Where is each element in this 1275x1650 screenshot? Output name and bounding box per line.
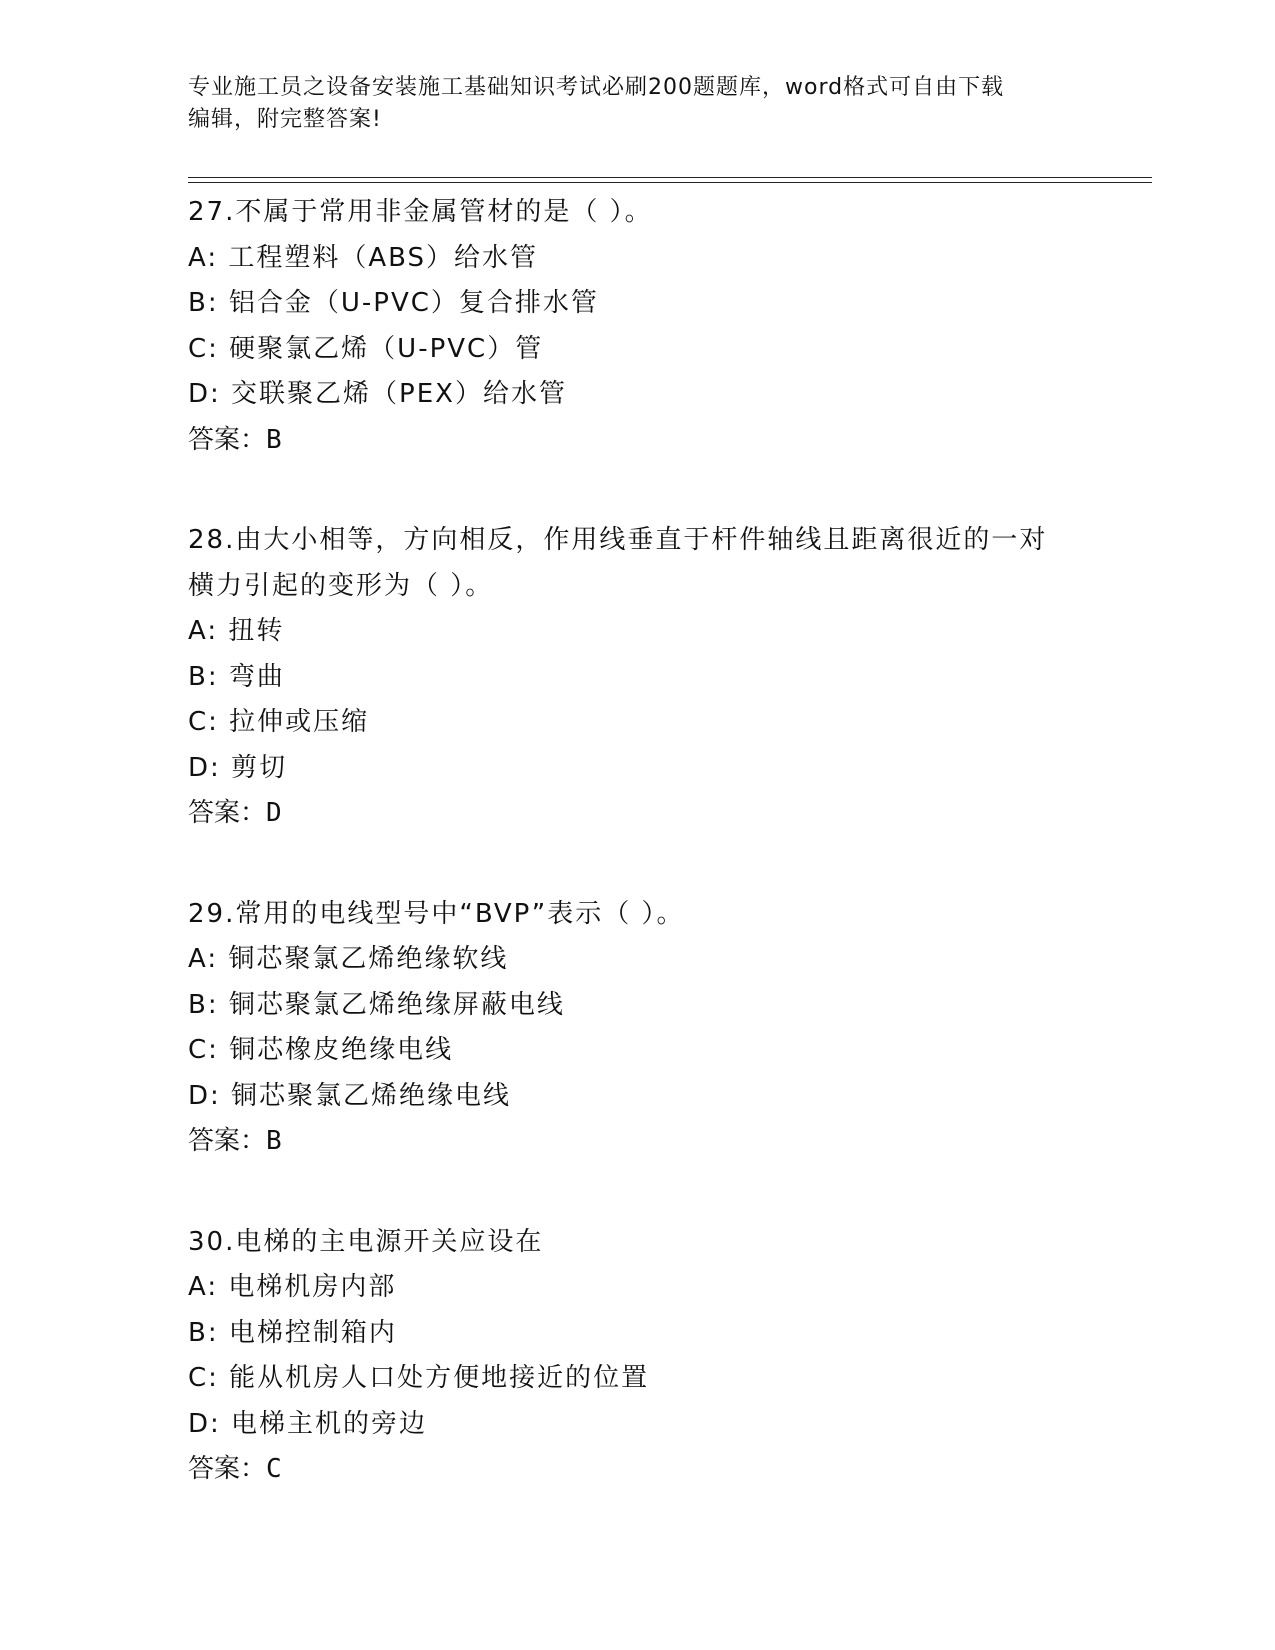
question-27	[188, 190, 1088, 463]
option-c: C: 能从机房人口处方便地接近的位置	[188, 1363, 650, 1393]
answer-line	[188, 1119, 1088, 1165]
option-b: B: 铜芯聚氯乙烯绝缘屏蔽电线	[188, 989, 565, 1020]
answer-label: 答案：	[188, 1454, 267, 1484]
question-list	[188, 190, 1088, 1548]
answer-line	[188, 1447, 1088, 1493]
question-28	[188, 518, 1088, 837]
answer-label: 答案：	[188, 424, 267, 455]
question-stem: 30.电梯的主电源开关应设在	[188, 1226, 544, 1257]
question-29	[188, 892, 1088, 1165]
option-b: B: 铝合金（U-PVC）复合排水管	[188, 288, 599, 318]
header-line-1: 专业施工员之设备安装施工基础知识考试必刷200题题库，word格式可自由下载	[188, 75, 1005, 100]
option-c: C: 拉伸或压缩	[188, 707, 370, 737]
option-a: A: 电梯机房内部	[188, 1272, 397, 1302]
answer-label: 答案：	[188, 1126, 267, 1156]
answer-value: B	[266, 1126, 282, 1156]
answer-line	[188, 791, 1088, 837]
question-stem: 29.常用的电线型号中“BVP”表示（ ）。	[188, 898, 685, 929]
answer-label: 答案：	[188, 798, 267, 828]
header-rule-top	[188, 177, 1152, 178]
option-b: B: 弯曲	[188, 661, 285, 692]
option-a: A: 工程塑料（ABS）给水管	[188, 242, 539, 273]
option-b: B: 电梯控制箱内	[188, 1317, 397, 1348]
option-c: C: 硬聚氯乙烯（U-PVC）管	[188, 333, 544, 364]
answer-line	[188, 418, 1088, 464]
option-d: D: 剪切	[188, 752, 288, 783]
answer-value: B	[266, 424, 282, 455]
document-header	[188, 72, 1068, 136]
option-d: D: 铜芯聚氯乙烯绝缘电线	[188, 1080, 512, 1111]
answer-value: D	[266, 798, 282, 828]
question-30	[188, 1220, 1088, 1493]
option-c: C: 铜芯橡皮绝缘电线	[188, 1035, 454, 1065]
option-a: A: 扭转	[188, 616, 285, 646]
answer-value: C	[266, 1454, 282, 1484]
option-d: D: 交联聚乙烯（PEX）给水管	[188, 379, 567, 409]
question-stem-cont: 横力引起的变形为（ ）。	[188, 570, 494, 601]
question-stem: 28.由大小相等，方向相反，作用线垂直于杆件轴线且距离很近的一对	[188, 525, 1048, 555]
header-rule-bottom	[188, 182, 1152, 183]
question-stem: 27.不属于常用非金属管材的是（ ）。	[188, 197, 653, 227]
header-line-2: 编辑，附完整答案!	[188, 107, 382, 132]
option-d: D: 电梯主机的旁边	[188, 1408, 428, 1439]
option-a: A: 铜芯聚氯乙烯绝缘软线	[188, 944, 509, 974]
